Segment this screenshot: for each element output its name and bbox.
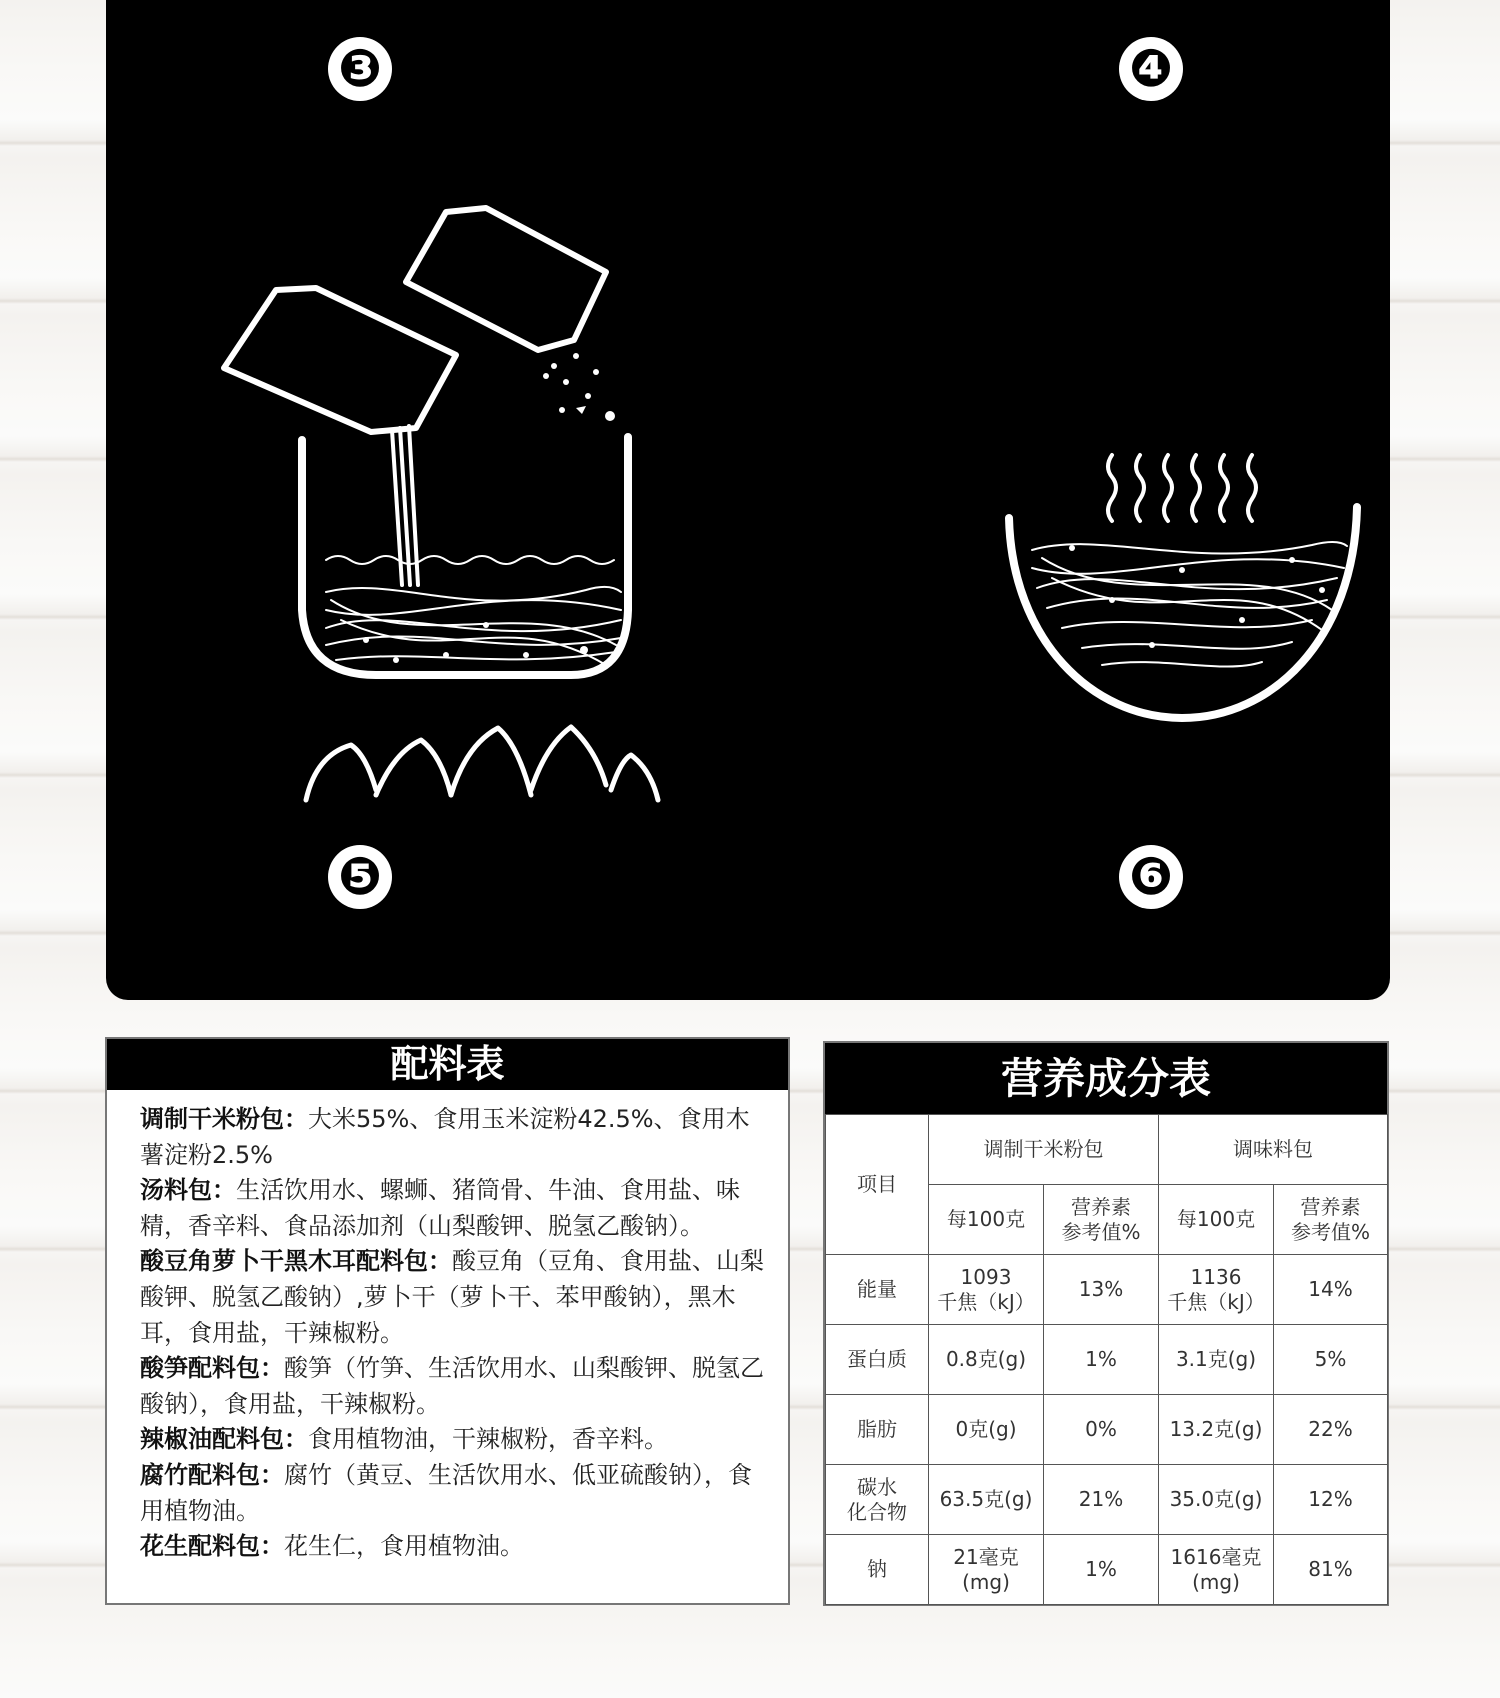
value-cell: 21毫克 (mg) [929,1535,1044,1605]
nutrition-panel [823,1041,1389,1606]
ingredient-name: 酸笋配料包： [140,1354,284,1383]
row-name: 能量 [826,1255,929,1325]
nrv-cell: 1% [1044,1325,1159,1395]
ingredients-title: 配料表 [107,1039,788,1090]
nutrition-title: 营养成分表 [825,1043,1387,1114]
ingredients-panel [105,1037,790,1605]
ingredient-name: 调制干米粉包： [140,1105,308,1133]
ingredient-item [140,1529,764,1565]
ingredient-name: 花生配料包： [140,1532,284,1561]
ingredient-name: 腐竹配料包： [140,1460,284,1489]
value-cell: 0.8克(g) [929,1325,1044,1395]
value-cell: 1136 千焦（kJ） [1159,1255,1274,1325]
row-name: 碳水 化合物 [826,1465,929,1535]
ingredient-name: 酸豆角萝卜干黑木耳配料包： [140,1247,452,1276]
ingredient-name: 汤料包： [140,1176,236,1205]
step-5-number: ❺ [328,845,392,909]
ingredient-text: 食用植物油，干辣椒粉，香辛料。 [308,1425,668,1454]
ingredient-item [140,1244,764,1351]
header-per100: 每100克 [1159,1185,1274,1255]
ingredient-name: 辣椒油配料包： [140,1425,308,1454]
step-3-number: ❸ [328,37,392,101]
row-name: 蛋白质 [826,1325,929,1395]
step-6-number: ❻ [1119,845,1183,909]
nrv-cell: 81% [1274,1535,1388,1605]
table-row [826,1465,1388,1535]
value-cell: 13.2克(g) [1159,1395,1274,1465]
nrv-cell: 1% [1044,1535,1159,1605]
nrv-cell: 13% [1044,1255,1159,1325]
ingredient-item [140,1422,764,1458]
pot-with-packets-icon [166,200,686,820]
ingredient-text: 酸笋（竹笋、生活饮用水、山梨酸钾、脱氢乙酸钠），食用盐，干辣椒粉。 [140,1354,764,1418]
nrv-cell: 12% [1274,1465,1388,1535]
table-row [826,1535,1388,1605]
table-row [826,1255,1388,1325]
header-per100: 每100克 [929,1185,1044,1255]
ingredient-text: 花生仁，食用植物油。 [284,1532,524,1561]
header-nrv: 营养素 参考值% [1274,1185,1388,1255]
ingredient-item [140,1351,764,1422]
value-cell: 63.5克(g) [929,1465,1044,1535]
row-name: 脂肪 [826,1395,929,1465]
header-nrv: 营养素 参考值% [1044,1185,1159,1255]
nrv-cell: 21% [1044,1465,1159,1535]
ingredient-text: 腐竹（黄豆、生活饮用水、低亚硫酸钠），食用植物油。 [140,1460,752,1525]
noodle-bowl-icon [992,450,1372,730]
row-name: 钠 [826,1535,929,1605]
ingredient-item [140,1458,764,1529]
nrv-cell: 5% [1274,1325,1388,1395]
table-row [826,1395,1388,1465]
header-group-seasoning: 调味料包 [1159,1115,1388,1185]
nrv-cell: 14% [1274,1255,1388,1325]
ingredient-text: 酸豆角（豆角、食用盐、山梨酸钾、脱氢乙酸钠）,萝卜干（萝卜干、苯甲酸钠），黑木耳，食用盐，干辣椒粉。 [140,1247,764,1347]
ingredients-list [107,1090,788,1565]
instruction-board [106,0,1390,1000]
nrv-cell: 0% [1044,1395,1159,1465]
value-cell: 3.1克(g) [1159,1325,1274,1395]
ingredient-item [140,1102,764,1173]
value-cell: 1093 千焦（kJ） [929,1255,1044,1325]
ingredient-text: 生活饮用水、螺蛳、猪筒骨、牛油、食用盐、味精，香辛料、食品添加剂（山梨酸钾、脱氢乙酸钠）。 [140,1176,740,1240]
nutrition-table [825,1114,1388,1605]
table-row [826,1325,1388,1395]
header-item: 项目 [826,1115,929,1255]
step-4-number: ❹ [1119,37,1183,101]
header-group-rice-noodle: 调制干米粉包 [929,1115,1159,1185]
value-cell: 1616毫克 (mg) [1159,1535,1274,1605]
ingredient-text: 大米55%、食用玉米淀粉42.5%、食用木薯淀粉2.5% [140,1105,750,1169]
value-cell: 0克(g) [929,1395,1044,1465]
value-cell: 35.0克(g) [1159,1465,1274,1535]
ingredient-item [140,1173,764,1244]
nrv-cell: 22% [1274,1395,1388,1465]
